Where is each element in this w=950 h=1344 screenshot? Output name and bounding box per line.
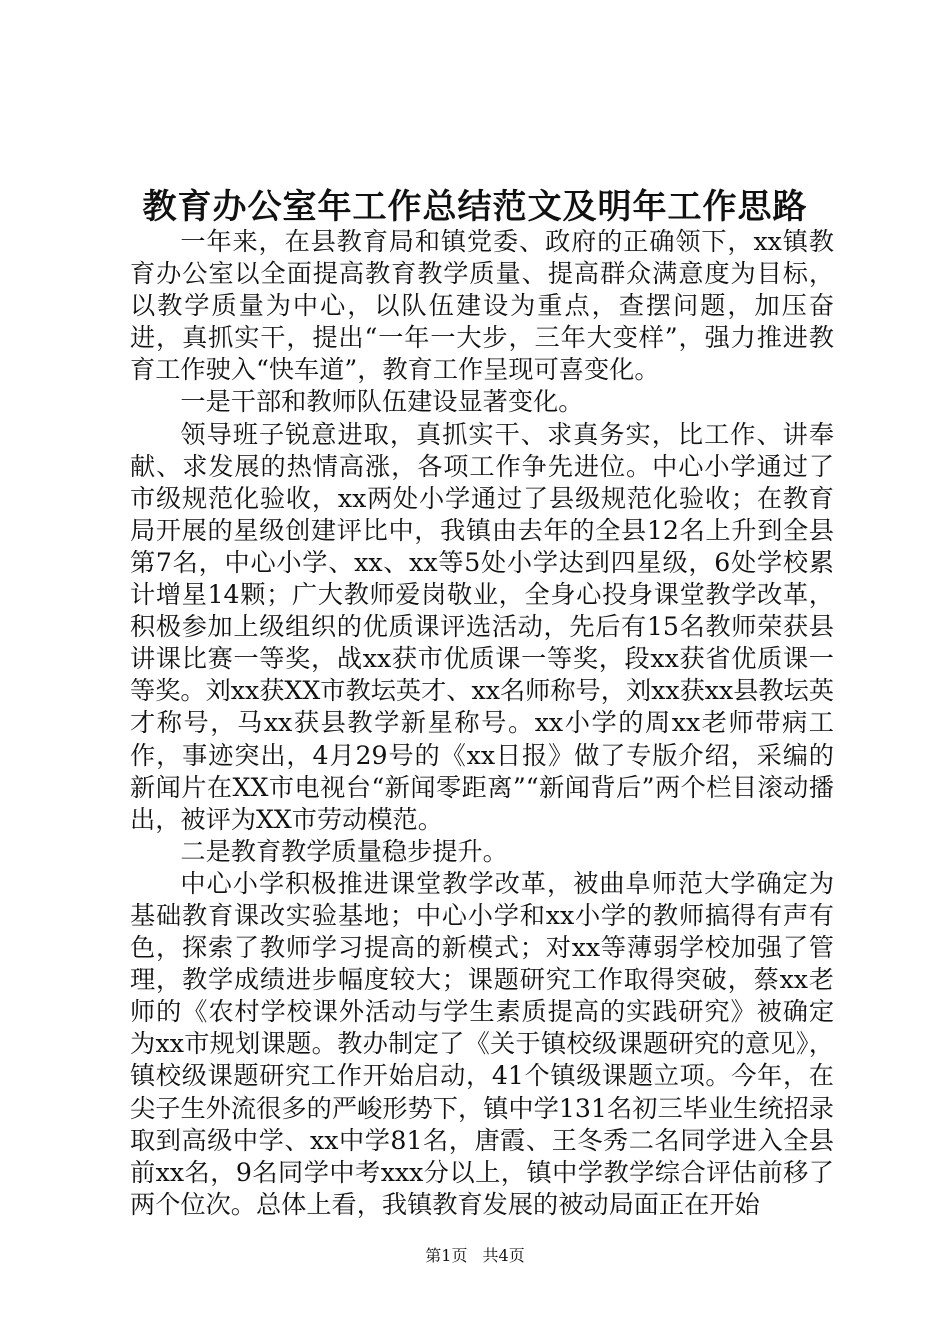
paragraph-quality: 中心小学积极推进课堂教学改革，被曲阜师范大学确定为基础教育课改实验基地；中心小学和xx小学的教师搞得有声有色，探索了教师学习提高的新模式；对xx等薄弱学校加强了管理，教学成绩进步幅度较大；课题研究工作取得突破，蔡xx老师的《农村学校课外活动与学生素质提高的实践研究》被确定为xx市规划课题。教办制定了《关于镇校级课题研究的意见》，镇校级课题研究工作开始启动，41个镇级课题立项。今年，在尖子生外流很多的严峻形势下，镇中学131名初三毕业生统招录取到高级中学、xx中学81名，唐霞、王冬秀二名同学进入全县前xx名，9名同学中考xxx分以上，镇中学教学综合评估前移了两个位次。总体上看，我镇教育发展的被动局面正在开始 [130, 868, 834, 1219]
document-body [130, 226, 834, 1221]
paragraph-heading-2: 二是教育教学质量稳步提升。 [180, 836, 508, 866]
paragraph-intro: 一年来，在县教育局和镇党委、政府的正确领下，xx镇教育办公室以全面提高教育教学质量、提高群众满意度为目标，以教学质量为中心，以队伍建设为重点，查摆问题，加压奋进，真抓实干，提出“一年一大步，三年大变样”，强力推进教育工作驶入“快车道”，教育工作呈现可喜变化。 [130, 227, 834, 385]
page-total: 共4页 [482, 1246, 525, 1265]
paragraph-heading-1: 一是干部和教师队伍建设显著变化。 [180, 387, 584, 417]
page-number: 第1页 [425, 1246, 468, 1265]
page-footer [0, 1246, 950, 1266]
paragraph-teams: 领导班子锐意进取，真抓实干、求真务实，比工作、讲奉献、求发展的热情高涨，各项工作争先进位。中心小学通过了市级规范化验收，xx两处小学通过了县级规范化验收；在教育局开展的星级创建评比中，我镇由去年的全县12名上升到全县第7名，中心小学、xx、xx等5处小学达到四星级，6处学校累计增星14颗；广大教师爱岗敬业，全身心投身课堂教学改革，积极参加上级组织的优质课评选活动，先后有15名教师荣获县讲课比赛一等奖，战xx获市优质课一等奖，段xx获省优质课一等奖。刘xx获XX市教坛英才、xx名师称号，刘xx获xx县教坛英才称号，马xx获县教学新星称号。xx小学的周xx老师带病工作，事迹突出，4月29号的《xx日报》做了专版介绍，采编的新闻片在XX市电视台“新闻零距离”“新闻背后”两个栏目滚动播出，被评为XX市劳动模范。 [130, 419, 834, 834]
document-title: 教育办公室年工作总结范文及明年工作思路 [142, 187, 808, 227]
